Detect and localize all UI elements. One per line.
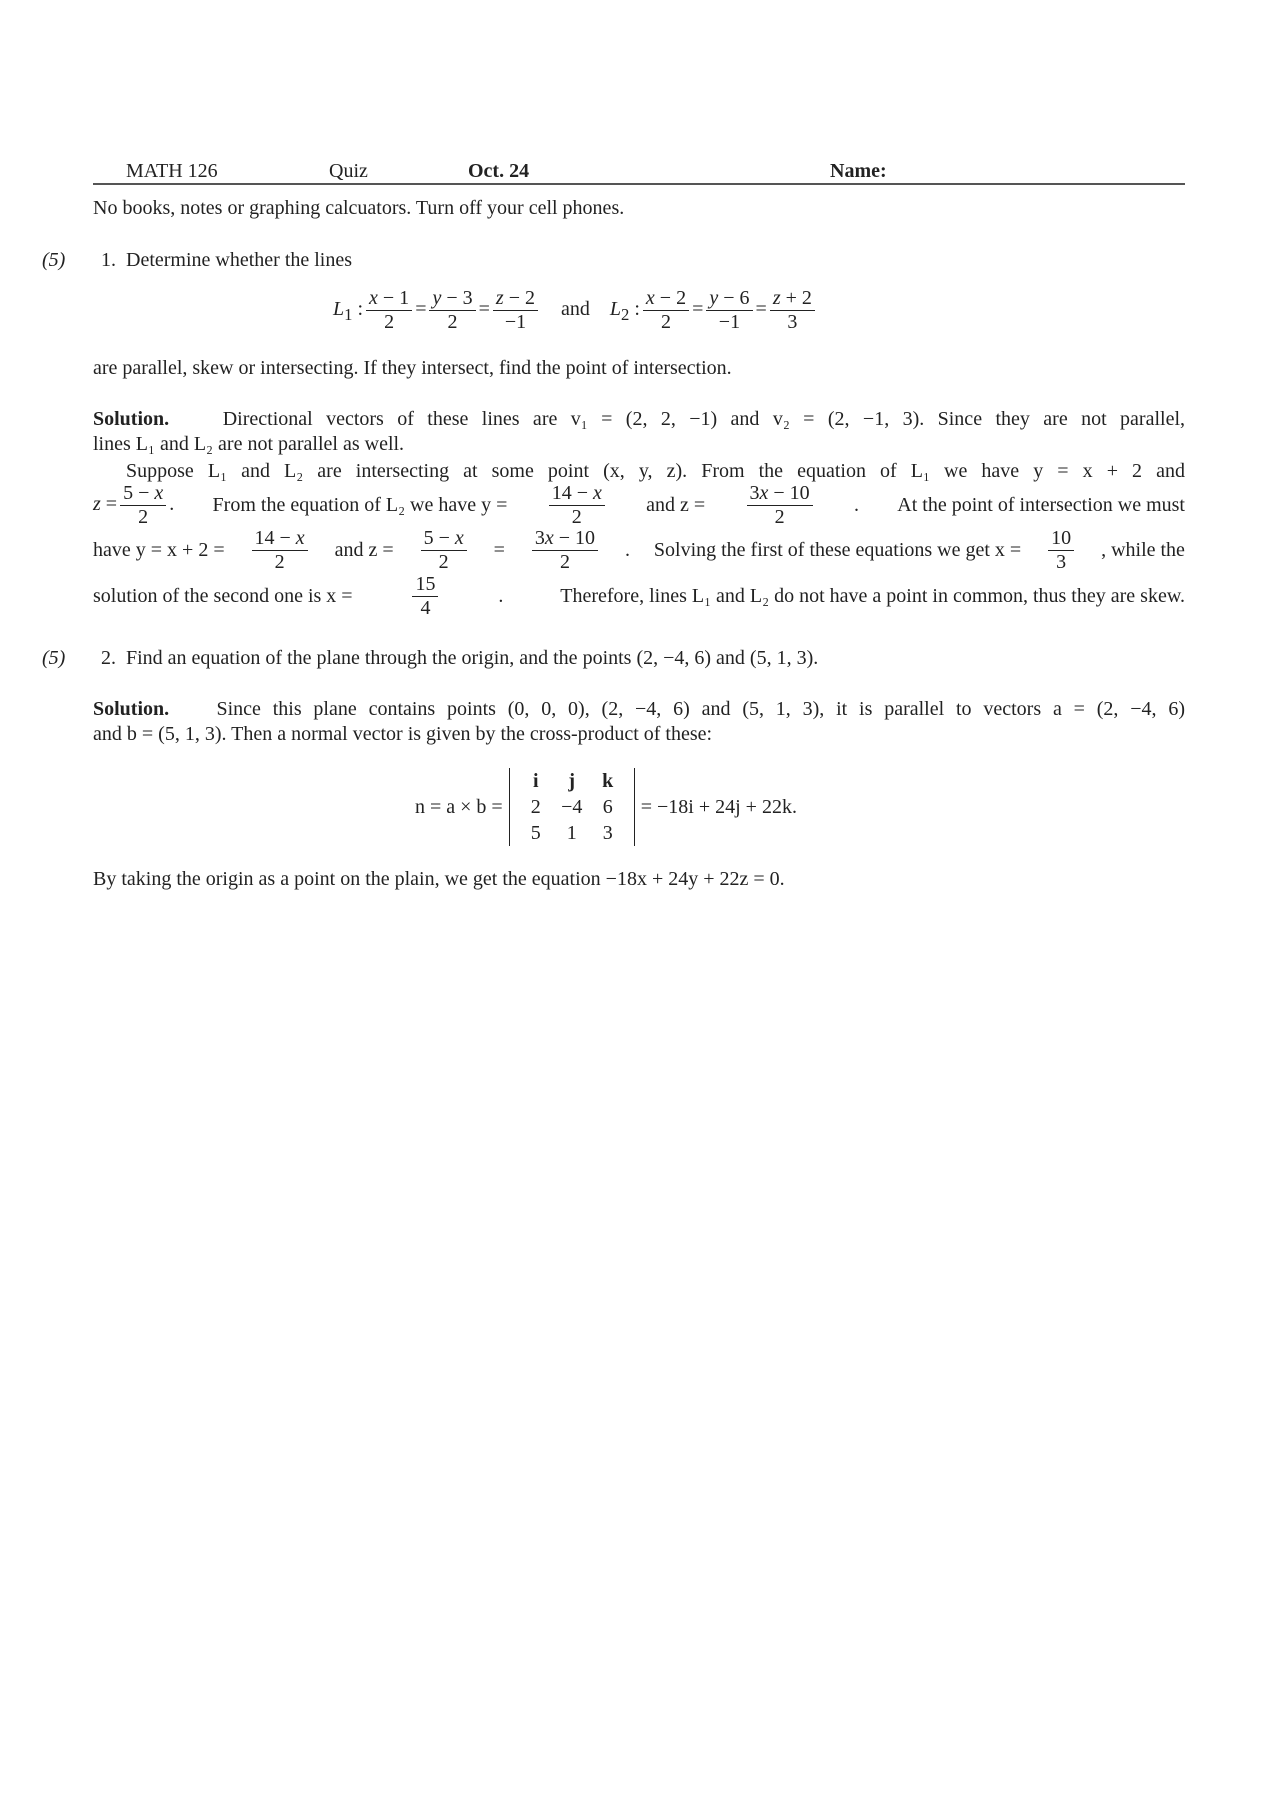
problem-prompt: Find an equation of the plane through the origin, and the points (2, −4, 6) and (5, 1, 3). <box>126 647 819 669</box>
line-equations: $L_1$ : $\frac{x - 1}{2}$ = $\frac{y - 3}{2}$ = $\frac{z - 2}{-1}$ and $L_2$ : $\frac{x - 2}{2}$ = $\frac{y - 6}{-1}$ = $\frac{z + 2}{3}$ <box>333 287 818 334</box>
header-rule <box>93 183 1185 185</box>
text: Solving the first of these equations we get x = <box>653 539 1022 561</box>
cell: j <box>568 770 576 792</box>
solution-text: Since this plane contains points (0, 0, 0), (2, −4, 6) and (5, 1, 3), it is parallel to vectors a = (2, −4, 6) <box>216 698 1185 720</box>
solution-label: Solution. <box>93 408 170 430</box>
cell: 1 <box>566 822 577 844</box>
solution-label: Solution. <box>93 698 170 720</box>
cell: 6 <box>602 796 613 818</box>
solution-2-line <box>93 698 1185 721</box>
text: n = a × b = <box>415 795 503 818</box>
cell: 3 <box>602 822 613 844</box>
solution-text: have y = x + 2 = $\frac{14 - x}{2}$ and z = $\frac{5 - x}{2}$ = 3x − 10 2 . Solving the first of these equations we get x = $\frac{10}{3}$ , while the <box>93 527 1185 573</box>
problem-1 <box>101 249 1193 272</box>
cell: i <box>532 770 539 792</box>
solution-text: solution of the second one is x = $\frac{15}{4}$ . Therefore, lines L₁ and L₂ do not have a point in common, thus they are skew. <box>93 573 1185 619</box>
problem-number: 2. <box>101 647 116 669</box>
text: = −18i + 24j + 22k. <box>640 795 797 818</box>
cell: 5 <box>530 822 541 844</box>
cross-product <box>415 768 797 846</box>
problem-number: 1. <box>101 249 116 271</box>
solution-text: lines L₁ and L₂ are not parallel as well. <box>93 433 405 455</box>
determinant <box>509 768 635 846</box>
solution-1-line <box>93 408 1185 431</box>
problem-prompt: Determine whether the lines <box>126 249 353 271</box>
problem-2 <box>101 647 1193 670</box>
course: MATH 126 <box>126 160 218 182</box>
text: Therefore, lines L₁ and L₂ do not have a point in common, thus they are skew. <box>560 585 1185 607</box>
text: , while the <box>1101 539 1185 561</box>
solution-text: Suppose L₁ and L₂ are intersecting at some point (x, y, z). From the equation of L₁ we have y = x + 2 and <box>126 460 1185 482</box>
name-label: Name: <box>830 160 887 182</box>
text: have y = x + 2 = <box>93 539 225 561</box>
text: solution of the second one is x = <box>93 585 353 607</box>
instructions: No books, notes or graphing calcuators. Turn off your cell phones. <box>93 197 625 219</box>
text: and z = <box>646 494 706 516</box>
points: (5) <box>42 647 66 669</box>
solution-text: and b = (5, 1, 3). Then a normal vector is given by the cross-product of these: <box>93 723 713 745</box>
header <box>93 160 1185 184</box>
quiz-type: Quiz <box>329 160 368 182</box>
text: From the equation of L₂ we have y = <box>212 494 508 516</box>
problem-followup: are parallel, skew or intersecting. If they intersect, find the point of intersection. <box>93 357 732 379</box>
cell: 2 <box>530 796 541 818</box>
date: Oct. 24 <box>468 160 530 182</box>
points: (5) <box>42 249 66 271</box>
solution-text: Directional vectors of these lines are v₁ = (2, 2, −1) and v₂ = (2, −1, 3). Since they are not parallel, <box>222 408 1185 430</box>
solution-text: z = $\frac{5 - x}{2}$ . From the equation of L₂ we have y = $\frac{14 - x}{2}$ and z = $\frac{3x - 10}{2}$ . At the point of intersection we must <box>93 482 1185 528</box>
cell: −4 <box>561 796 583 818</box>
cell: k <box>602 770 614 792</box>
text: and z = <box>334 539 394 561</box>
text: At the point of intersection we must <box>897 494 1185 516</box>
solution-text: By taking the origin as a point on the plain, we get the equation −18x + 24y + 22z = 0. <box>93 868 785 890</box>
